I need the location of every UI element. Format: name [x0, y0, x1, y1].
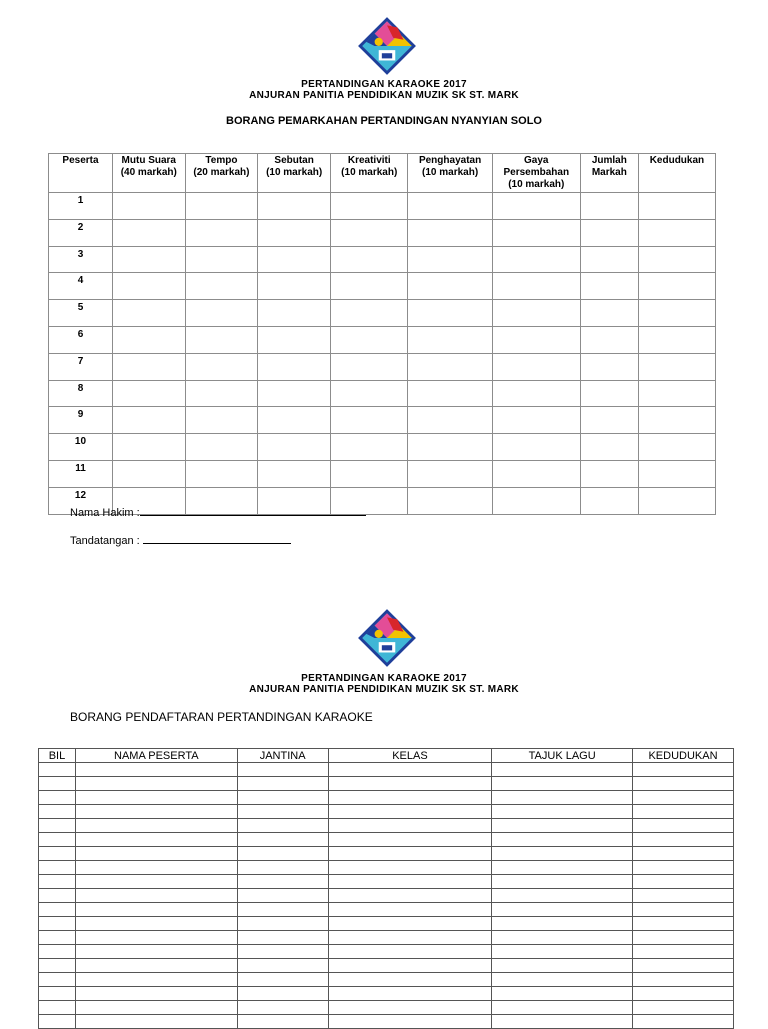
registration-cell[interactable]: [237, 833, 328, 847]
registration-cell[interactable]: [237, 763, 328, 777]
score-cell[interactable]: [331, 460, 408, 487]
registration-cell[interactable]: [237, 987, 328, 1001]
score-cell[interactable]: [331, 380, 408, 407]
score-cell[interactable]: [580, 219, 638, 246]
score-form-title: BORANG PEMARKAHAN PERTANDINGAN NYANYIAN SOLO: [226, 115, 542, 127]
registration-cell[interactable]: [492, 917, 633, 931]
score-cell[interactable]: [408, 460, 492, 487]
score-cell[interactable]: [185, 193, 258, 220]
registration-row: [39, 1001, 734, 1015]
registration-table-header: [39, 749, 734, 763]
score-column-header: [112, 154, 185, 193]
registration-cell[interactable]: [492, 875, 633, 889]
registration-cell[interactable]: [237, 889, 328, 903]
registration-cell[interactable]: [75, 847, 237, 861]
registration-cell[interactable]: [633, 931, 734, 945]
registration-cell[interactable]: [75, 917, 237, 931]
judge-name-field[interactable]: [70, 505, 366, 519]
registration-cell[interactable]: [328, 833, 492, 847]
score-cell[interactable]: [258, 273, 331, 300]
score-row: [49, 193, 716, 220]
registration-row: [39, 861, 734, 875]
score-column-header: [408, 154, 492, 193]
score-cell[interactable]: [580, 380, 638, 407]
score-column-header-text: Kedudukan: [649, 155, 705, 166]
registration-cell[interactable]: [39, 777, 76, 791]
score-cell[interactable]: [638, 273, 715, 300]
registration-cell[interactable]: [328, 819, 492, 833]
score-cell[interactable]: [258, 193, 331, 220]
score-cell[interactable]: [580, 273, 638, 300]
registration-cell[interactable]: [237, 847, 328, 861]
score-cell[interactable]: [331, 407, 408, 434]
score-cell[interactable]: [258, 407, 331, 434]
registration-cell[interactable]: [75, 861, 237, 875]
registration-cell[interactable]: [633, 777, 734, 791]
registration-cell[interactable]: [328, 763, 492, 777]
score-cell[interactable]: [258, 460, 331, 487]
registration-cell[interactable]: [328, 973, 492, 987]
score-cell[interactable]: [112, 380, 185, 407]
registration-cell[interactable]: [237, 1001, 328, 1015]
score-cell[interactable]: [185, 300, 258, 327]
participant-number: 2: [49, 219, 113, 246]
score-column-header-text: Mutu Suara: [121, 155, 176, 166]
judge-name-line[interactable]: [140, 505, 366, 516]
registration-form-title: BORANG PENDAFTARAN PERTANDINGAN KARAOKE: [70, 710, 373, 724]
registration-cell[interactable]: [237, 875, 328, 889]
registration-cell[interactable]: [633, 763, 734, 777]
score-cell[interactable]: [185, 353, 258, 380]
participant-number: 7: [49, 353, 113, 380]
score-cell[interactable]: [258, 434, 331, 461]
registration-cell[interactable]: [39, 931, 76, 945]
score-cell[interactable]: [331, 434, 408, 461]
registration-cell[interactable]: [492, 777, 633, 791]
registration-cell[interactable]: [237, 903, 328, 917]
score-column-header-text: (10 markah): [508, 179, 565, 190]
registration-row: [39, 777, 734, 791]
registration-cell[interactable]: [633, 805, 734, 819]
registration-cell[interactable]: [633, 833, 734, 847]
score-column-header-text: Kreativiti: [347, 155, 391, 166]
registration-cell[interactable]: [39, 889, 76, 903]
score-cell[interactable]: [638, 407, 715, 434]
signature-label: Tandatangan :: [70, 535, 143, 547]
registration-cell[interactable]: [75, 791, 237, 805]
registration-cell[interactable]: [237, 791, 328, 805]
registration-cell[interactable]: [75, 875, 237, 889]
score-row: [49, 300, 716, 327]
score-column-header: [185, 154, 258, 193]
score-cell[interactable]: [408, 300, 492, 327]
score-cell[interactable]: [580, 193, 638, 220]
score-cell[interactable]: [638, 487, 715, 514]
score-cell[interactable]: [112, 434, 185, 461]
registration-cell[interactable]: [39, 987, 76, 1001]
score-cell[interactable]: [408, 380, 492, 407]
score-cell[interactable]: [408, 326, 492, 353]
registration-column-header: NAMA PESERTA: [75, 749, 237, 763]
registration-cell[interactable]: [75, 889, 237, 903]
school-crest-icon: [356, 607, 418, 669]
participant-number: 1: [49, 193, 113, 220]
registration-cell[interactable]: [633, 987, 734, 1001]
registration-cell[interactable]: [39, 959, 76, 973]
registration-cell[interactable]: [492, 763, 633, 777]
score-column-header: [331, 154, 408, 193]
score-cell[interactable]: [112, 460, 185, 487]
registration-cell[interactable]: [237, 861, 328, 875]
registration-cell[interactable]: [39, 805, 76, 819]
score-column-header-text: Persembahan: [503, 167, 570, 178]
score-cell[interactable]: [185, 434, 258, 461]
score-column-header-text: Penghayatan: [418, 155, 482, 166]
score-table-header: [49, 154, 716, 193]
score-cell[interactable]: [408, 193, 492, 220]
registration-cell[interactable]: [492, 833, 633, 847]
score-cell[interactable]: [331, 219, 408, 246]
registration-cell[interactable]: [75, 987, 237, 1001]
score-cell[interactable]: [408, 487, 492, 514]
score-row: [49, 273, 716, 300]
score-cell[interactable]: [408, 434, 492, 461]
score-column-header-text: Peserta: [62, 155, 99, 166]
registration-cell[interactable]: [328, 931, 492, 945]
registration-cell[interactable]: [75, 1001, 237, 1015]
registration-cell[interactable]: [492, 847, 633, 861]
score-row: [49, 219, 716, 246]
score-cell[interactable]: [638, 460, 715, 487]
score-row: [49, 326, 716, 353]
registration-cell[interactable]: [39, 945, 76, 959]
signature-line[interactable]: [143, 533, 291, 544]
registration-row: [39, 819, 734, 833]
registration-cell[interactable]: [328, 1015, 492, 1029]
score-cell[interactable]: [112, 300, 185, 327]
score-cell[interactable]: [580, 353, 638, 380]
score-cell[interactable]: [185, 326, 258, 353]
registration-cell[interactable]: [492, 889, 633, 903]
score-cell[interactable]: [185, 407, 258, 434]
score-column-header-text: Sebutan: [274, 155, 314, 166]
score-cell[interactable]: [492, 193, 580, 220]
registration-row: [39, 973, 734, 987]
registration-cell[interactable]: [492, 1015, 633, 1029]
registration-column-header: BIL: [39, 749, 76, 763]
registration-cell[interactable]: [633, 1001, 734, 1015]
score-column-header: [258, 154, 331, 193]
registration-cell[interactable]: [633, 903, 734, 917]
participant-number: 10: [49, 434, 113, 461]
score-cell[interactable]: [258, 219, 331, 246]
registration-cell[interactable]: [75, 959, 237, 973]
registration-row: [39, 875, 734, 889]
score-cell[interactable]: [112, 407, 185, 434]
score-cell[interactable]: [185, 219, 258, 246]
school-crest-icon: [356, 15, 418, 77]
score-table: [48, 153, 716, 515]
registration-cell[interactable]: [633, 791, 734, 805]
score-cell[interactable]: [408, 273, 492, 300]
registration-cell[interactable]: [328, 875, 492, 889]
score-cell[interactable]: [492, 219, 580, 246]
score-column-header: [492, 154, 580, 193]
registration-cell[interactable]: [75, 931, 237, 945]
score-cell[interactable]: [492, 487, 580, 514]
registration-cell[interactable]: [328, 861, 492, 875]
score-cell[interactable]: [408, 219, 492, 246]
registration-row: [39, 805, 734, 819]
score-cell[interactable]: [580, 407, 638, 434]
registration-cell[interactable]: [328, 917, 492, 931]
registration-cell[interactable]: [75, 777, 237, 791]
score-cell[interactable]: [112, 246, 185, 273]
score-row: [49, 246, 716, 273]
registration-cell[interactable]: [75, 1015, 237, 1029]
registration-cell[interactable]: [492, 945, 633, 959]
registration-cell[interactable]: [492, 903, 633, 917]
participant-number: 6: [49, 326, 113, 353]
registration-column-header: JANTINA: [237, 749, 328, 763]
score-cell[interactable]: [112, 326, 185, 353]
event-title-2: PERTANDINGAN KARAOKE 2017: [301, 673, 467, 684]
score-cell[interactable]: [492, 273, 580, 300]
score-cell[interactable]: [112, 219, 185, 246]
registration-row: [39, 889, 734, 903]
registration-cell[interactable]: [633, 847, 734, 861]
score-cell[interactable]: [331, 193, 408, 220]
registration-cell[interactable]: [39, 917, 76, 931]
registration-cell[interactable]: [39, 861, 76, 875]
registration-column-header: TAJUK LAGU: [492, 749, 633, 763]
registration-column-header: KEDUDUKAN: [633, 749, 734, 763]
registration-cell[interactable]: [237, 805, 328, 819]
event-title: PERTANDINGAN KARAOKE 2017: [301, 79, 467, 90]
registration-cell[interactable]: [328, 945, 492, 959]
registration-row: [39, 945, 734, 959]
score-cell[interactable]: [408, 407, 492, 434]
score-cell[interactable]: [492, 434, 580, 461]
registration-cell[interactable]: [75, 805, 237, 819]
registration-cell[interactable]: [39, 973, 76, 987]
registration-cell[interactable]: [39, 903, 76, 917]
score-cell[interactable]: [492, 246, 580, 273]
organizer-line: ANJURAN PANITIA PENDIDIKAN MUZIK SK ST. MARK: [249, 90, 519, 101]
registration-row: [39, 1015, 734, 1029]
registration-cell[interactable]: [237, 931, 328, 945]
score-cell[interactable]: [638, 219, 715, 246]
score-column-header-text: (40 markah): [120, 167, 177, 178]
score-cell[interactable]: [258, 246, 331, 273]
score-cell[interactable]: [185, 273, 258, 300]
score-cell[interactable]: [408, 246, 492, 273]
score-cell[interactable]: [638, 434, 715, 461]
registration-row: [39, 763, 734, 777]
score-cell[interactable]: [638, 300, 715, 327]
registration-cell[interactable]: [328, 959, 492, 973]
registration-cell[interactable]: [39, 1001, 76, 1015]
score-cell[interactable]: [492, 460, 580, 487]
registration-cell[interactable]: [39, 833, 76, 847]
registration-cell[interactable]: [492, 805, 633, 819]
participant-number: 5: [49, 300, 113, 327]
score-cell[interactable]: [112, 273, 185, 300]
participant-number: 3: [49, 246, 113, 273]
score-cell[interactable]: [258, 353, 331, 380]
score-cell[interactable]: [331, 353, 408, 380]
score-cell[interactable]: [580, 460, 638, 487]
participant-number: 9: [49, 407, 113, 434]
score-cell[interactable]: [185, 380, 258, 407]
registration-cell[interactable]: [75, 763, 237, 777]
score-column-header-text: Markah: [591, 167, 627, 178]
registration-cell[interactable]: [492, 987, 633, 1001]
score-cell[interactable]: [580, 434, 638, 461]
signature-field[interactable]: [70, 533, 291, 547]
score-column-header-text: (10 markah): [341, 167, 398, 178]
registration-cell[interactable]: [328, 805, 492, 819]
registration-column-header: KELAS: [328, 749, 492, 763]
score-cell[interactable]: [112, 193, 185, 220]
score-cell[interactable]: [580, 246, 638, 273]
score-row: [49, 353, 716, 380]
score-column-header: [49, 154, 113, 193]
registration-cell[interactable]: [492, 1001, 633, 1015]
organizer-line-2: ANJURAN PANITIA PENDIDIKAN MUZIK SK ST. MARK: [249, 684, 519, 695]
registration-cell[interactable]: [633, 819, 734, 833]
score-cell[interactable]: [185, 246, 258, 273]
registration-cell[interactable]: [633, 861, 734, 875]
score-cell[interactable]: [331, 246, 408, 273]
registration-cell[interactable]: [39, 1015, 76, 1029]
registration-cell[interactable]: [328, 987, 492, 1001]
registration-cell[interactable]: [492, 931, 633, 945]
participant-number: 12: [49, 487, 113, 514]
registration-cell[interactable]: [237, 945, 328, 959]
score-cell[interactable]: [638, 326, 715, 353]
score-cell[interactable]: [492, 407, 580, 434]
registration-cell[interactable]: [75, 903, 237, 917]
score-cell[interactable]: [638, 353, 715, 380]
score-cell[interactable]: [331, 273, 408, 300]
registration-cell[interactable]: [492, 973, 633, 987]
score-cell[interactable]: [258, 326, 331, 353]
registration-cell[interactable]: [237, 777, 328, 791]
registration-cell[interactable]: [39, 791, 76, 805]
score-cell[interactable]: [492, 300, 580, 327]
registration-cell[interactable]: [39, 875, 76, 889]
score-cell[interactable]: [331, 326, 408, 353]
registration-table: [38, 748, 734, 1029]
score-column-header-text: Tempo: [205, 155, 238, 166]
registration-row: [39, 903, 734, 917]
registration-cell[interactable]: [633, 875, 734, 889]
score-cell[interactable]: [580, 487, 638, 514]
score-column-header-text: (20 markah): [193, 167, 250, 178]
registration-cell[interactable]: [328, 777, 492, 791]
registration-cell[interactable]: [237, 917, 328, 931]
registration-cell[interactable]: [633, 917, 734, 931]
registration-cell[interactable]: [492, 861, 633, 875]
score-cell[interactable]: [492, 353, 580, 380]
score-cell[interactable]: [185, 460, 258, 487]
registration-cell[interactable]: [633, 1015, 734, 1029]
registration-cell[interactable]: [237, 973, 328, 987]
registration-cell[interactable]: [75, 833, 237, 847]
score-cell[interactable]: [112, 353, 185, 380]
registration-row: [39, 959, 734, 973]
registration-cell[interactable]: [328, 889, 492, 903]
score-cell[interactable]: [580, 326, 638, 353]
score-column-header-text: (10 markah): [422, 167, 479, 178]
score-cell[interactable]: [638, 246, 715, 273]
registration-cell[interactable]: [75, 945, 237, 959]
registration-cell[interactable]: [328, 1001, 492, 1015]
registration-cell[interactable]: [328, 791, 492, 805]
registration-cell[interactable]: [75, 973, 237, 987]
score-column-header: [638, 154, 715, 193]
registration-row: [39, 791, 734, 805]
registration-row: [39, 987, 734, 1001]
score-row: [49, 434, 716, 461]
registration-cell[interactable]: [237, 819, 328, 833]
registration-row: [39, 917, 734, 931]
score-cell[interactable]: [258, 380, 331, 407]
score-column-header-text: (10 markah): [266, 167, 323, 178]
registration-cell[interactable]: [633, 973, 734, 987]
registration-cell[interactable]: [39, 763, 76, 777]
score-cell[interactable]: [638, 380, 715, 407]
registration-cell[interactable]: [328, 903, 492, 917]
participant-number: 8: [49, 380, 113, 407]
registration-cell[interactable]: [237, 959, 328, 973]
score-row: [49, 407, 716, 434]
score-row: [49, 380, 716, 407]
registration-cell[interactable]: [328, 847, 492, 861]
score-column-header-text: Gaya: [524, 155, 549, 166]
registration-cell[interactable]: [492, 819, 633, 833]
registration-cell[interactable]: [492, 959, 633, 973]
score-column-header: [580, 154, 638, 193]
score-row: [49, 460, 716, 487]
registration-cell[interactable]: [39, 819, 76, 833]
registration-cell[interactable]: [492, 791, 633, 805]
score-cell[interactable]: [492, 326, 580, 353]
registration-cell[interactable]: [75, 819, 237, 833]
score-cell[interactable]: [258, 300, 331, 327]
judge-name-label: Nama Hakim :: [70, 507, 140, 519]
participant-number: 11: [49, 460, 113, 487]
score-cell[interactable]: [331, 300, 408, 327]
registration-row: [39, 847, 734, 861]
registration-cell[interactable]: [39, 847, 76, 861]
registration-row: [39, 931, 734, 945]
registration-row: [39, 833, 734, 847]
score-column-header-text: Jumlah: [591, 155, 627, 166]
score-cell[interactable]: [638, 193, 715, 220]
participant-number: 4: [49, 273, 113, 300]
registration-cell[interactable]: [633, 889, 734, 903]
score-cell[interactable]: [408, 353, 492, 380]
registration-cell[interactable]: [633, 945, 734, 959]
registration-cell[interactable]: [237, 1015, 328, 1029]
registration-cell[interactable]: [633, 959, 734, 973]
score-cell[interactable]: [580, 300, 638, 327]
score-cell[interactable]: [492, 380, 580, 407]
